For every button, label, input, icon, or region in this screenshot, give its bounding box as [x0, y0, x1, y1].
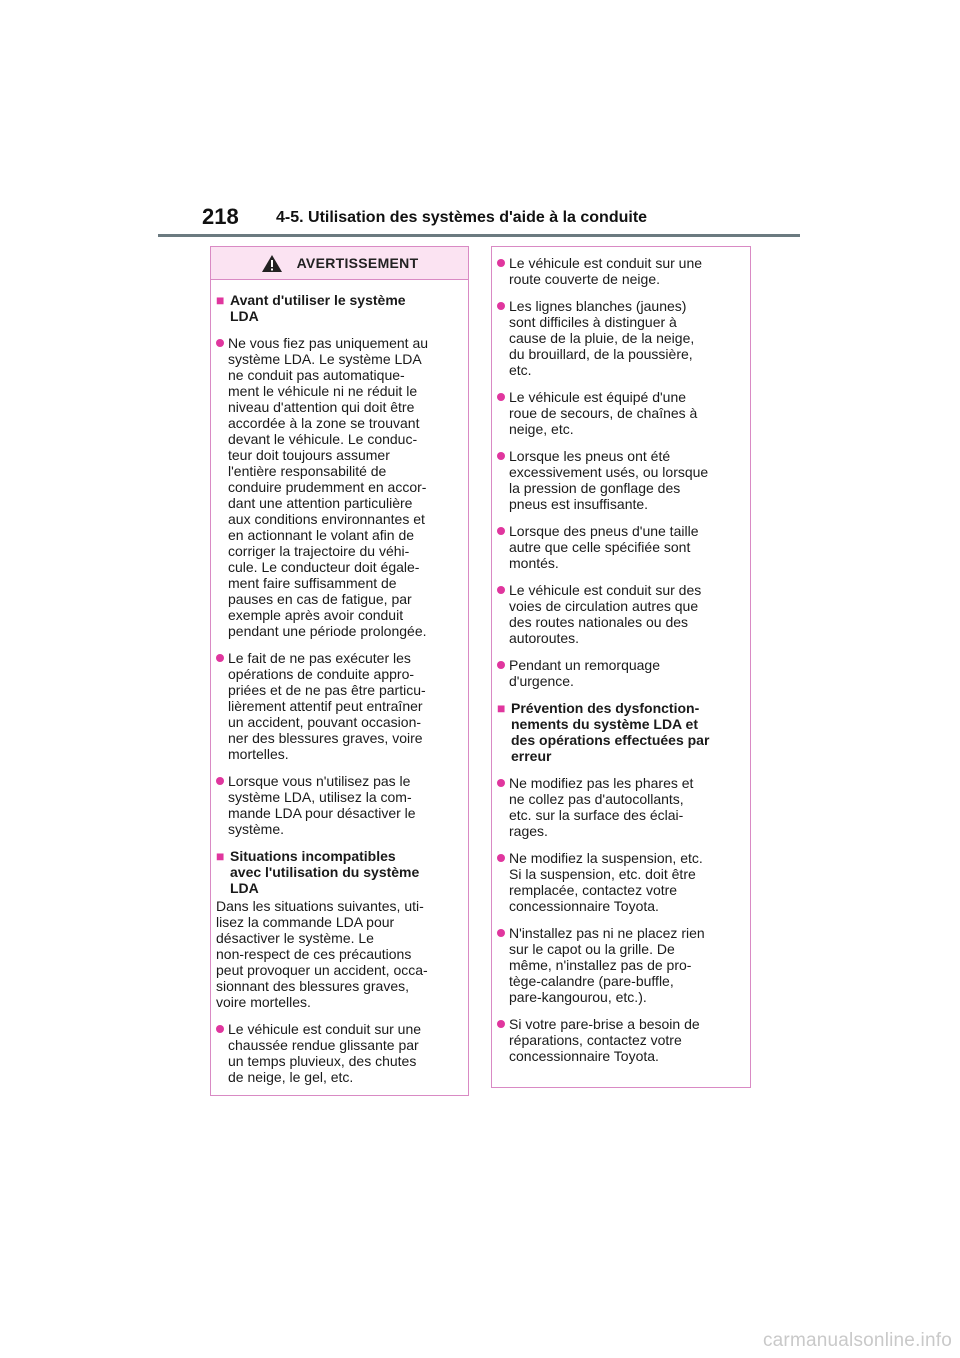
square-marker: ■	[497, 700, 506, 716]
list-item-text: Si votre pare-brise a besoin de réparations, contactez votre concessionnaire Toyota.	[509, 1016, 700, 1064]
list-item-text: Le véhicule est conduit sur une route couverte de neige.	[509, 255, 703, 287]
bullet-dot-icon	[497, 661, 505, 669]
bullet-dot-icon	[497, 854, 505, 862]
list-item-text: Ne vous fiez pas uniquement au système LDA. Le système LDA ne conduit pas automatique- ment le véhicule ni ne réduit le niveau d'attention qui doit être accordée à la zone se trouvant devant le véhicule. Le conduc- teur doit toujours assumer l'entière responsabilité de conduire prudemment en accor- dant une attention particulière aux conditions environnantes et en actionnant le volant afin de corriger la trajectoire du véhi- cule. Le conducteur doit égale- ment faire suffisamment de pauses en cas de fatigue, par exemple après avoir conduit pendant une période prolongée.	[228, 335, 429, 639]
page-number: 218	[202, 204, 239, 229]
left-column-content	[211, 292, 468, 1085]
section-heading	[497, 700, 744, 764]
square-marker: ■	[216, 848, 225, 864]
list-item	[497, 657, 744, 689]
list-item	[497, 582, 744, 646]
list-item	[497, 389, 744, 437]
warning-triangle-icon	[261, 254, 283, 273]
list-item-text: Lorsque les pneus ont été excessivement usés, ou lorsque la pression de gonflage des pneus est insuffisante.	[509, 448, 709, 512]
page-header	[158, 204, 800, 238]
heading-text: Situations incompatibles avec l'utilisation du système LDA	[230, 848, 420, 896]
warning-label: AVERTISSEMENT	[296, 255, 419, 271]
bullet-dot-icon	[497, 527, 505, 535]
bullet-dot-icon	[497, 1020, 505, 1028]
bullet-dot-icon	[497, 929, 505, 937]
list-item-text: Ne modifiez pas les phares et ne collez pas d'autocollants, etc. sur la surface des éclai- rages.	[509, 775, 694, 839]
list-item-text: Lorsque des pneus d'une taille autre que celle spécifiée sont montés.	[509, 523, 699, 571]
list-item	[497, 523, 744, 571]
header-rule	[158, 234, 800, 237]
bullet-dot-icon	[497, 586, 505, 594]
square-marker: ■	[216, 292, 225, 308]
bullet-dot-icon	[216, 777, 224, 785]
list-item	[497, 850, 744, 914]
list-item-text: Pendant un remorquage d'urgence.	[509, 657, 660, 689]
section-heading	[216, 848, 462, 896]
watermark: carmanualsonline.info	[762, 1330, 952, 1351]
list-item	[216, 773, 462, 837]
list-item	[497, 448, 744, 512]
bullet-dot-icon	[216, 339, 224, 347]
list-item	[497, 255, 744, 287]
bullet-dot-icon	[216, 1025, 224, 1033]
bullet-dot-icon	[216, 654, 224, 662]
list-item-text: Le fait de ne pas exécuter les opérations de conduite appro- priées et de ne pas être particu- lièrement attentif peut entraîner un accident, pouvant occasion- ner des blessures graves, voire mortelles.	[228, 650, 426, 762]
bullet-dot-icon	[497, 393, 505, 401]
bullet-dot-icon	[497, 259, 505, 267]
list-item-text: Le véhicule est conduit sur des voies de circulation autres que des routes nationales ou des autoroutes.	[509, 582, 702, 646]
right-column-content	[492, 247, 750, 1064]
warning-box-right	[491, 246, 751, 1088]
list-item	[216, 1021, 462, 1085]
heading-text: Prévention des dysfonction- nements du système LDA et des opérations effectuées par erreur	[511, 700, 710, 764]
list-item	[216, 650, 462, 762]
list-item-text: Le véhicule est conduit sur une chaussée rendue glissante par un temps pluvieux, des chutes de neige, le gel, etc.	[228, 1021, 422, 1085]
bullet-dot-icon	[497, 452, 505, 460]
list-item-text: Lorsque vous n'utilisez pas le système LDA, utilisez la com- mande LDA pour désactiver le système.	[228, 773, 416, 837]
list-item	[497, 925, 744, 1005]
list-item-text: Le véhicule est équipé d'une roue de secours, de chaînes à neige, etc.	[509, 389, 698, 437]
bullet-dot-icon	[497, 302, 505, 310]
section-heading	[216, 292, 462, 324]
list-item	[216, 335, 462, 639]
list-item	[497, 775, 744, 839]
list-item	[497, 298, 744, 378]
list-item-text: N'installez pas ni ne placez rien sur le capot ou la grille. De même, n'installez pas de pro- tège-calandre (pare-buffle, pare-kangourou, etc.).	[509, 925, 705, 1005]
warning-box-left	[210, 246, 469, 1096]
list-item	[497, 1016, 744, 1064]
heading-text: Avant d'utiliser le système LDA	[230, 292, 406, 324]
list-item-text: Ne modifiez la suspension, etc. Si la suspension, etc. doit être remplacée, contactez votre concessionnaire Toyota.	[509, 850, 703, 914]
paragraph: Dans les situations suivantes, uti- lisez la commande LDA pour désactiver le système. Le non-respect de ces précautions peut provoquer un accident, occa- sionnant des blessures graves, voire mortelles.	[216, 898, 428, 1010]
section-title: 4-5. Utilisation des systèmes d'aide à la conduite	[276, 209, 648, 226]
warning-header	[211, 247, 468, 280]
bullet-dot-icon	[497, 779, 505, 787]
list-item-text: Les lignes blanches (jaunes) sont difficiles à distinguer à cause de la pluie, de la neige, du brouillard, de la poussière, etc.	[509, 298, 695, 378]
